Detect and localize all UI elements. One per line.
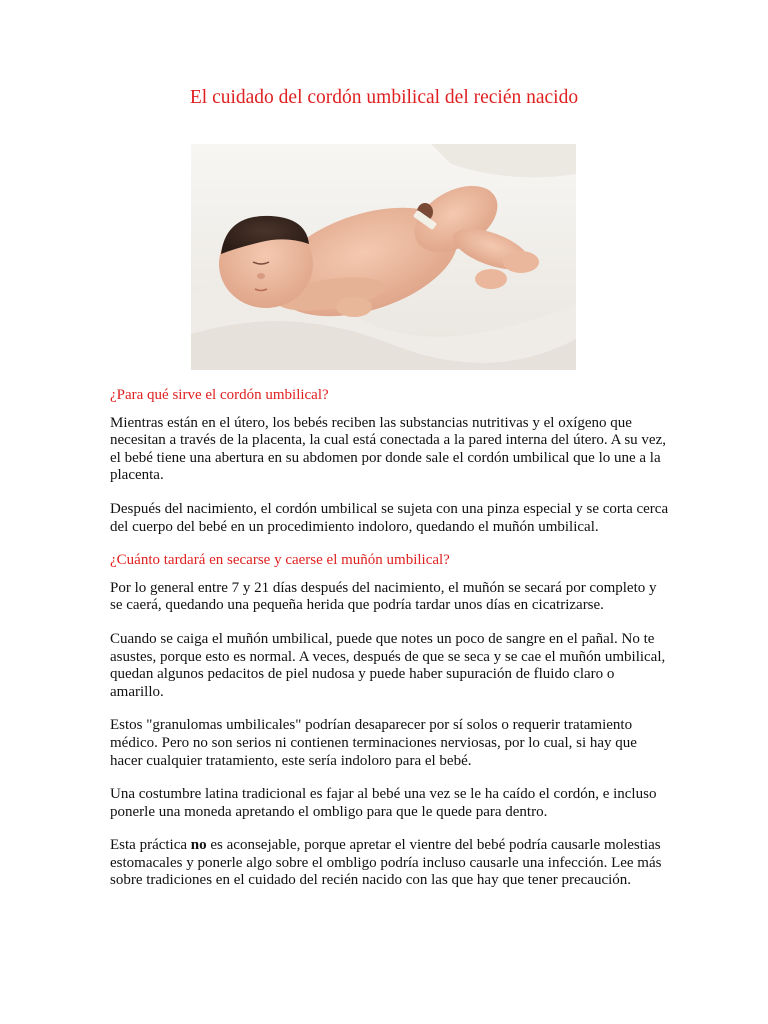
paragraph-text-after: es aconsejable, porque apretar el vientre del bebé podría causarle molestias estomacales y ponerle algo sobre el ombligo podría incluso causarle una infección. Lee más sobre tradiciones en el cuidado del recién nacido con las que hay que tener precaución. (110, 837, 662, 889)
paragraph: Cuando se caiga el muñón umbilical, puede que notes un poco de sangre en el pañal. No te asustes, porque esto es normal. A veces, después de que se seca y se cae el muñón umbilical, quedan algunos pedacitos de piel nudosa y puede haber supuración de fluido claro o amarillo. (110, 630, 666, 700)
paragraph-text-before: Esta práctica (110, 837, 191, 854)
page-title: El cuidado del cordón umbilical del recién nacido (189, 87, 579, 108)
article-body (110, 387, 670, 906)
paragraph: Mientras están en el útero, los bebés reciben las substancias nutritivas y el oxígeno que necesitan a través de la placenta, la cual está conectada a la pared interna del útero. A su vez, el bebé tiene una abertura en su abdomen por donde sale el cordón umbilical que lo une a la placenta. (110, 414, 666, 484)
newborn-baby-photo (191, 144, 576, 370)
paragraph: Una costumbre latina tradicional es fajar al bebé una vez se le ha caído el cordón, e incluso ponerle una moneda apretando el ombligo para que le quede para dentro. (110, 786, 657, 820)
paragraph: Después del nacimiento, el cordón umbilical se sujeta con una pinza especial y se corta cerca del cuerpo del bebé en un procedimiento indoloro, quedando el muñón umbilical. (110, 500, 669, 535)
paragraph: Estos "granulomas umbilicales" podrían desaparecer por sí solos o requerir tratamiento médico. Pero no son serios ni contienen terminaciones nerviosas, por lo cual, si hay que hacer cualquier tratamiento, este sería indoloro para el bebé. (110, 717, 637, 769)
paragraph: Por lo general entre 7 y 21 días después del nacimiento, el muñón se secará por completo y se caerá, quedando una pequeña herida que podría tardar unos días en cicatrizarse. (110, 579, 657, 614)
paragraph-warning (110, 837, 670, 890)
section-heading: ¿Cuánto tardará en secarse y caerse el muñón umbilical? (110, 552, 450, 569)
newborn-baby-illustration (191, 144, 576, 370)
section-heading: ¿Para qué sirve el cordón umbilical? (110, 387, 329, 403)
emphasis-no: no (190, 837, 207, 854)
